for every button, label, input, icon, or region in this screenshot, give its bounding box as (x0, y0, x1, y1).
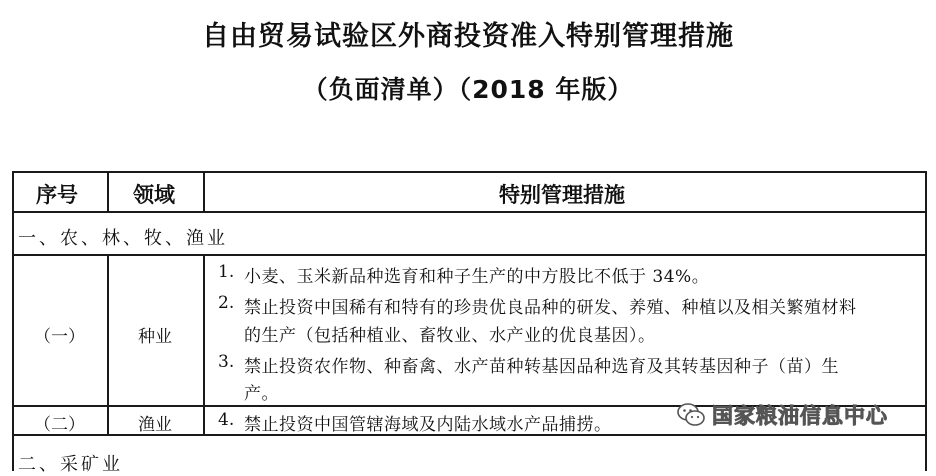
row-field: 渔业 (138, 415, 172, 435)
header-field: 领域 (133, 183, 175, 207)
measure-text: 禁止投资农作物、种畜禽、水产苗种转基因品种选育及其转基因种子（苗）生 (244, 357, 839, 377)
row-field: 种业 (138, 327, 172, 347)
header-measures: 特别管理措施 (499, 183, 625, 207)
row-index: （二） (34, 415, 85, 435)
table-border-top (12, 171, 927, 173)
col-divider-1 (107, 171, 109, 213)
measure-text: 的生产（包括种植业、畜牧业、水产业的优良基因）。 (244, 326, 656, 346)
wechat-icon (676, 400, 706, 430)
measure-text: 产。 (244, 384, 279, 404)
measure-number: 1. (218, 262, 235, 282)
col-divider-2-body (203, 254, 205, 436)
table-border-right (925, 171, 927, 471)
measure-number: 3. (218, 352, 235, 372)
section-divider (12, 254, 927, 256)
measure-text: 禁止投资中国稀有和特有的珍贵优良品种的研发、养殖、种植以及相关繁殖材料 (244, 298, 857, 318)
measure-number: 2. (218, 293, 235, 313)
page-title: 自由贸易试验区外商投资准入特别管理措施 (202, 21, 734, 52)
row-index: （一） (34, 327, 85, 347)
watermark (676, 398, 888, 432)
measure-number: 4. (218, 410, 235, 430)
measure-text: 小麦、玉米新品种选育和种子生产的中方股比不低于 34%。 (244, 267, 710, 287)
table-border-left (12, 171, 14, 471)
section-heading: 二、采矿业 (18, 454, 123, 475)
header-divider (12, 211, 927, 213)
watermark-text: 国家粮油信息中心 (712, 404, 888, 428)
section-heading: 一、农、林、牧、渔业 (18, 228, 228, 249)
page-subtitle: （负面清单）（2018 年版） (302, 75, 634, 104)
header-index: 序号 (36, 183, 78, 207)
measure-text: 禁止投资中国管辖海域及内陆水域水产品捕捞。 (244, 415, 612, 435)
col-divider-2 (203, 171, 205, 213)
col-divider-1-body (107, 254, 109, 436)
